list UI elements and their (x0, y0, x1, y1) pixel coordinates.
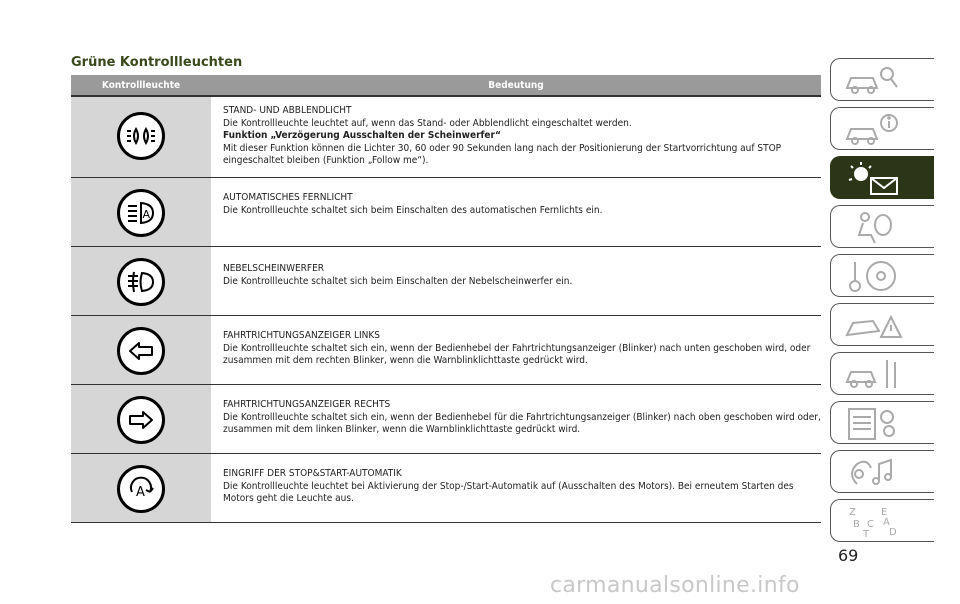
svg-text:B: B (853, 519, 860, 530)
svg-text:D: D (889, 527, 897, 538)
turn-signal-right-icon (117, 396, 165, 444)
icon-cell (71, 178, 211, 246)
icon-cell (71, 97, 211, 177)
icon-cell (71, 316, 211, 384)
watermark: carmanualsonline.info (550, 573, 800, 598)
fog-light-icon (117, 258, 165, 306)
row-description: Die Kontrollleuchte schaltet sich ein, wenn der Bedienhebel für die Fahrtrichtungsanzeiger (Blinker) nach oben geschoben wird oder, zusammen mit dem linken Blinker, wenn die Warnblinklichttaste gedrückt wird. (223, 411, 821, 435)
car-warning-icon (843, 307, 903, 343)
car-search-icon (843, 62, 903, 98)
tab-emergency[interactable] (830, 303, 934, 346)
row-description-2: Mit dieser Funktion können die Lichter 30, 60 oder 90 Sekunden lang nach der Positionierung der Startvorrichtung auf STOP eingeschaltet bleiben (Funktion „Follow me“). (223, 142, 782, 166)
header-indicator: Kontrollleuchte (101, 79, 181, 91)
table-row (71, 316, 821, 385)
table-row (71, 97, 821, 178)
index-letters-icon (843, 503, 903, 539)
table-row (71, 178, 821, 247)
section-title: Grüne Kontrollleuchten (71, 55, 243, 70)
car-info-icon (843, 111, 903, 147)
row-title: STAND- UND ABBLENDLICHT (223, 105, 352, 116)
page-number: 69 (838, 546, 859, 565)
technical-data-icon (843, 405, 903, 441)
indicator-table (71, 75, 821, 523)
row-text (211, 385, 821, 453)
warning-light-message-icon (843, 160, 903, 196)
svg-text:A: A (142, 208, 151, 221)
row-text (211, 97, 821, 177)
tab-index[interactable] (830, 499, 934, 542)
table-row (71, 454, 821, 523)
header-meaning: Bedeutung (488, 79, 544, 91)
car-tools-icon (843, 356, 903, 392)
row-description: Die Kontrollleuchte schaltet sich beim Einschalten der Nebelscheinwerfer ein. (223, 275, 573, 287)
stop-start-icon (117, 465, 165, 513)
chapter-sidebar (830, 58, 934, 548)
row-text (211, 316, 821, 384)
row-title: AUTOMATISCHES FERNLICHT (223, 192, 353, 203)
svg-text:E: E (881, 507, 888, 518)
row-text (211, 454, 821, 522)
icon-cell (71, 385, 211, 453)
table-header (71, 75, 821, 95)
turn-signal-left-icon (117, 327, 165, 375)
tab-warning-lights[interactable] (830, 156, 934, 199)
auto-high-beam-icon (117, 189, 165, 237)
row-title: FAHRTRICHTUNGSANZEIGER LINKS (223, 330, 380, 341)
tab-technical-data[interactable] (830, 401, 934, 444)
row-description: Die Kontrollleuchte schaltet sich beim Einschalten des automatischen Fernlichts ein. (223, 204, 603, 216)
tab-maintenance[interactable] (830, 352, 934, 395)
row-title: NEBELSCHEINWERFER (223, 263, 325, 274)
row-title: FAHRTRICHTUNGSANZEIGER RECHTS (223, 399, 391, 410)
row-description: Die Kontrollleuchte leuchtet bei Aktivierung der Stop-/Start-Automatik auf (Ausschalten des Motors). Bei erneutem Starten des Motors geht die Leuchte aus. (223, 480, 794, 504)
multimedia-icon (843, 454, 903, 490)
row-text (211, 247, 821, 315)
svg-text:A: A (883, 517, 890, 528)
tab-car-info[interactable] (830, 107, 934, 150)
row-title: EINGRIFF DER STOP&START-AUTOMATIK (223, 468, 402, 479)
airbag-seat-icon (843, 209, 903, 245)
icon-cell (71, 454, 211, 522)
table-row (71, 385, 821, 454)
row-description: Die Kontrollleuchte leuchtet auf, wenn das Stand- oder Abblendlicht eingeschaltet werden. (223, 117, 632, 129)
parking-low-beam-light-icon (117, 112, 165, 160)
tab-start-drive[interactable] (830, 254, 934, 297)
tab-car-search[interactable] (830, 58, 934, 101)
svg-text:C: C (867, 519, 874, 530)
row-subtitle: Funktion „Verzögerung Ausschalten der Scheinwerfer“ (223, 130, 501, 141)
row-text (211, 178, 821, 246)
table-row (71, 247, 821, 316)
icon-cell (71, 247, 211, 315)
svg-text:T: T (863, 529, 870, 539)
tab-safety[interactable] (830, 205, 934, 248)
svg-text:A: A (136, 485, 145, 500)
svg-text:Z: Z (849, 507, 856, 518)
row-description: Die Kontrollleuchte schaltet sich ein, wenn der Bedienhebel der Fahrtrichtungsanzeiger (Blinker) nach unten geschoben wird, oder zusammen mit dem rechten Blinker, wenn die Warnblinklichttaste gedrückt wird. (223, 342, 811, 366)
tab-multimedia[interactable] (830, 450, 934, 493)
key-steering-wheel-icon (843, 258, 903, 294)
